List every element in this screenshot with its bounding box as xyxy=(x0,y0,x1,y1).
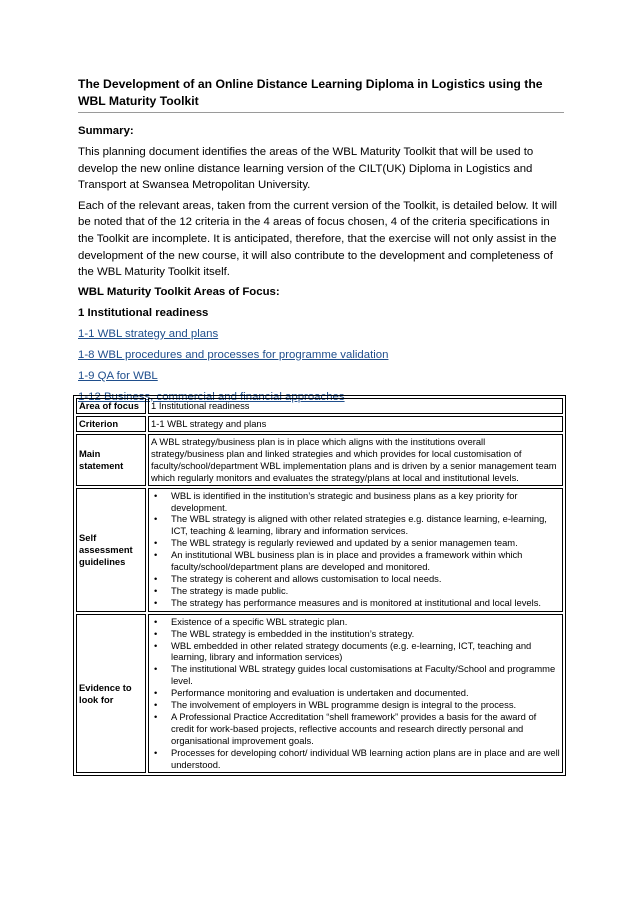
self-assessment-list-cell xyxy=(148,488,563,612)
list-item: • The institutional WBL strategy guides local customisations at Faculty/School and programme level. xyxy=(154,663,556,687)
main-statement-value: A WBL strategy/business plan is in place which aligns with the institutions overall strategy/business plan and linked strategies and which provides for local customisation of faculty/school/department WBL implementation plans and is driven by a senior management team which regularly monitors and evaluates the strategy/plans at local and institutional levels. xyxy=(148,434,563,486)
summary-paragraph-1: This planning document identifies the areas of the WBL Maturity Toolkit that will be used to develop the new online distance learning version of the CILT(UK) Diploma in Logistics and Transport at Swansea Metropolitan University. xyxy=(78,146,534,192)
table-row xyxy=(76,488,563,612)
main-statement-label: Main statement xyxy=(76,434,146,486)
table-row xyxy=(76,416,563,432)
institutional-readiness-heading: 1 Institutional readiness xyxy=(78,306,209,319)
summary-paragraph-2: Each of the relevant areas, taken from the current version of the Toolkit, is detailed below. It will be noted that of the 12 criteria in the 4 areas of focus chosen, 4 of the criteria specifications in the Toolkit are incomplete. It is anticipated, therefore, that the exercise will not only assist in the development of the new course, it will also contribute to the development and completeness of the WBL Maturity Toolkit itself. xyxy=(78,199,558,279)
document-body xyxy=(78,76,564,405)
link-wbl-procedures[interactable]: 1-8 WBL procedures and processes for programme validation xyxy=(78,348,389,361)
table-row xyxy=(76,398,563,414)
document-title: The Development of an Online Distance Learning Diploma in Logistics using the WBL Maturity Toolkit xyxy=(78,76,564,113)
self-assessment-list xyxy=(151,490,560,609)
evidence-list-cell xyxy=(148,614,563,774)
table-row xyxy=(76,434,563,486)
table-row xyxy=(76,614,563,774)
list-item: • The strategy is made public. xyxy=(154,584,289,596)
list-item: • The WBL strategy is aligned with other related strategies e.g. distance learning, e-learning, ICT, teaching & learning, library and information services. xyxy=(154,513,547,537)
list-item: • Processes for developing cohort/ individual WB learning action plans are in place and are well understood. xyxy=(154,746,560,770)
list-item: • The strategy has performance measures and is monitored at institutional and local levels. xyxy=(154,596,541,608)
evidence-list xyxy=(151,616,560,771)
list-item: • The WBL strategy is embedded in the institution’s strategy. xyxy=(154,627,415,639)
list-item: • The involvement of employers in WBL programme design is integral to the process. xyxy=(154,699,517,711)
link-wbl-strategy[interactable]: 1-1 WBL strategy and plans xyxy=(78,327,219,340)
areas-of-focus-heading: WBL Maturity Toolkit Areas of Focus: xyxy=(78,285,280,298)
evidence-label: Evidence to look for xyxy=(76,614,146,774)
area-label: Area of focus xyxy=(76,398,146,414)
list-item: • WBL embedded in other related strategy documents (e.g. e-learning, ICT, teaching and learning, library and information services) xyxy=(154,639,532,663)
list-item: • The WBL strategy is regularly reviewed and updated by a senior managemen team. xyxy=(154,537,518,549)
list-item: • Performance monitoring and evaluation is undertaken and documented. xyxy=(154,687,469,699)
self-assessment-label: Self assessment guidelines xyxy=(76,488,146,612)
list-item: • WBL is identified in the institution’s strategic and business plans as a key priority for development. xyxy=(154,489,518,513)
list-item: • An institutional WBL business plan is in place and provides a framework within which faculty/school/department plans are developed and monitored. xyxy=(154,549,523,573)
list-item: • The strategy is coherent and allows customisation to local needs. xyxy=(154,572,442,584)
link-qa-for-wbl[interactable]: 1-9 QA for WBL xyxy=(78,369,158,382)
list-item: • A Professional Practice Accreditation “shell framework” provides a basis for the award of credit for work-based projects, reflective accounts and research directly personal and organisational improvement goals. xyxy=(154,710,537,746)
area-value: 1 Institutional readiness xyxy=(148,398,563,414)
criterion-value: 1-1 WBL strategy and plans xyxy=(148,416,563,432)
summary-heading: Summary: xyxy=(78,125,134,137)
list-item: • Existence of a specific WBL strategic plan. xyxy=(154,615,348,627)
criterion-label: Criterion xyxy=(76,416,146,432)
criteria-table xyxy=(73,395,566,776)
link-business-approaches[interactable]: 1-12 Business, commercial and financial approaches xyxy=(78,390,345,403)
